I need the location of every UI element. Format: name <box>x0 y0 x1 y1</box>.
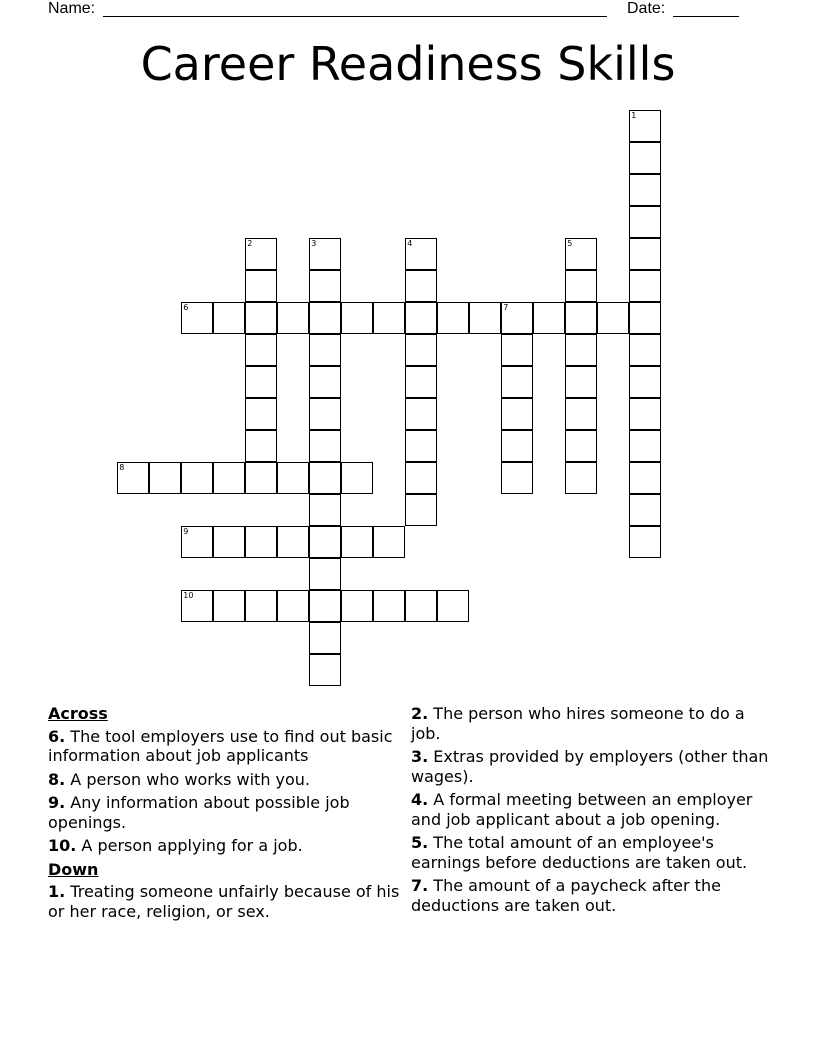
clues-column-right <box>411 704 776 919</box>
grid-cell[interactable] <box>309 654 341 686</box>
grid-cell[interactable] <box>629 206 661 238</box>
grid-cell[interactable] <box>309 590 341 622</box>
grid-cell[interactable] <box>245 302 277 334</box>
clue-item-text: Treating someone unfairly because of his or her race, religion, or sex. <box>48 882 400 921</box>
grid-cell[interactable] <box>213 526 245 558</box>
clue-number: 3 <box>311 239 317 249</box>
grid-cell[interactable] <box>213 590 245 622</box>
clue-number: 9 <box>183 527 189 537</box>
grid-cell[interactable] <box>437 590 469 622</box>
grid-cell[interactable] <box>245 366 277 398</box>
clue-item-text: A person who works with you. <box>65 769 311 789</box>
clue-item-text: The tool employers use to find out basic information about job applicants <box>48 726 393 765</box>
grid-cell[interactable] <box>565 270 597 302</box>
grid-cell[interactable] <box>629 494 661 526</box>
grid-cell[interactable] <box>565 366 597 398</box>
grid-cell[interactable] <box>565 398 597 430</box>
grid-cell[interactable] <box>309 366 341 398</box>
grid-cell[interactable] <box>405 462 437 494</box>
grid-cell[interactable] <box>405 238 437 270</box>
clue-item <box>411 876 776 915</box>
grid-cell[interactable] <box>309 526 341 558</box>
grid-cell[interactable] <box>405 398 437 430</box>
clue-number: 7 <box>503 303 509 313</box>
grid-cell[interactable] <box>245 590 277 622</box>
grid-cell[interactable] <box>405 334 437 366</box>
across-clue-list <box>48 727 403 856</box>
grid-cell[interactable] <box>309 462 341 494</box>
clue-number: 8 <box>119 463 125 473</box>
clue-item-text: The total amount of an employee's earnings before deductions are taken out. <box>411 833 748 872</box>
grid-cell[interactable] <box>501 366 533 398</box>
grid-cell[interactable] <box>373 526 405 558</box>
down-clue-list-continued <box>411 704 776 915</box>
grid-cell[interactable] <box>309 302 341 334</box>
grid-cell[interactable] <box>181 526 213 558</box>
clue-item-number: 4. <box>411 790 429 809</box>
grid-cell[interactable] <box>469 302 501 334</box>
clue-item-text: A person applying for a job. <box>76 836 303 855</box>
clue-number: 4 <box>407 239 413 249</box>
name-label: Name: <box>48 0 96 17</box>
grid-cell[interactable] <box>213 302 245 334</box>
grid-cell[interactable] <box>597 302 629 334</box>
clue-number: 2 <box>247 239 253 249</box>
grid-cell[interactable] <box>277 302 309 334</box>
grid-cell[interactable] <box>117 462 149 494</box>
grid-cell[interactable] <box>149 462 181 494</box>
grid-cell[interactable] <box>405 430 437 462</box>
clues-column-left <box>48 704 403 925</box>
grid-cell[interactable] <box>245 430 277 462</box>
grid-cell[interactable] <box>629 238 661 270</box>
grid-cell[interactable] <box>629 366 661 398</box>
grid-cell[interactable] <box>309 398 341 430</box>
grid-cell[interactable] <box>629 334 661 366</box>
grid-cell[interactable] <box>277 590 309 622</box>
clue-number: 5 <box>567 239 573 249</box>
grid-cell[interactable] <box>405 590 437 622</box>
grid-cell[interactable] <box>629 398 661 430</box>
grid-cell[interactable] <box>501 398 533 430</box>
grid-cell[interactable] <box>309 334 341 366</box>
grid-cell[interactable] <box>277 526 309 558</box>
across-heading: Across <box>48 704 108 723</box>
clue-item <box>48 727 403 766</box>
clue-item <box>411 790 776 829</box>
grid-cell[interactable] <box>405 366 437 398</box>
grid-cell[interactable] <box>309 238 341 270</box>
grid-cell[interactable] <box>181 590 213 622</box>
grid-cell[interactable] <box>405 302 437 334</box>
grid-cell[interactable] <box>437 302 469 334</box>
clue-item <box>48 882 403 921</box>
grid-cell[interactable] <box>629 430 661 462</box>
grid-cell[interactable] <box>565 334 597 366</box>
grid-cell[interactable] <box>309 430 341 462</box>
grid-cell[interactable] <box>629 142 661 174</box>
grid-cell[interactable] <box>181 302 213 334</box>
grid-cell[interactable] <box>213 462 245 494</box>
clue-item-number: 1. <box>48 882 66 901</box>
grid-cell[interactable] <box>629 174 661 206</box>
page-title: Career Readiness Skills <box>140 37 676 91</box>
grid-cell[interactable] <box>245 238 277 270</box>
grid-cell[interactable] <box>341 590 373 622</box>
clue-item-number: 8. <box>48 769 66 789</box>
clue-item-number: 7. <box>411 876 429 895</box>
clue-item-number: 3. <box>411 747 429 766</box>
grid-cell[interactable] <box>565 462 597 494</box>
clue-item <box>411 747 776 786</box>
grid-cell[interactable] <box>341 462 373 494</box>
grid-cell[interactable] <box>533 302 565 334</box>
date-label: Date: <box>627 0 666 17</box>
clue-item <box>411 833 776 872</box>
clue-number: 10 <box>183 591 194 601</box>
clue-item <box>48 770 403 790</box>
grid-cell[interactable] <box>501 462 533 494</box>
clue-item-text: Any information about possible job openings. <box>48 793 350 832</box>
clue-number: 6 <box>183 303 189 313</box>
grid-cell[interactable] <box>373 302 405 334</box>
grid-cell[interactable] <box>245 334 277 366</box>
grid-cell[interactable] <box>277 462 309 494</box>
grid-cell[interactable] <box>629 526 661 558</box>
grid-cell[interactable] <box>245 462 277 494</box>
grid-cell[interactable] <box>309 494 341 526</box>
grid-cell[interactable] <box>181 462 213 494</box>
clue-item-number: 10. <box>48 836 77 855</box>
grid-cell[interactable] <box>501 302 533 334</box>
grid-cell[interactable] <box>629 270 661 302</box>
grid-cell[interactable] <box>309 270 341 302</box>
down-clue-list <box>48 882 403 921</box>
grid-cell[interactable] <box>373 590 405 622</box>
clue-item-number: 6. <box>48 726 66 746</box>
clue-item <box>411 704 776 743</box>
clue-item-text: The person who hires someone to do a job. <box>411 704 745 743</box>
clue-item <box>48 793 403 832</box>
grid-cell[interactable] <box>629 462 661 494</box>
clue-item-number: 9. <box>48 793 66 812</box>
down-heading: Down <box>48 859 99 879</box>
grid-cell[interactable] <box>245 526 277 558</box>
grid-cell[interactable] <box>629 110 661 142</box>
grid-cell[interactable] <box>501 430 533 462</box>
grid-cell[interactable] <box>341 302 373 334</box>
grid-cell[interactable] <box>309 558 341 590</box>
grid-cell[interactable] <box>405 270 437 302</box>
grid-cell[interactable] <box>341 526 373 558</box>
grid-cell[interactable] <box>245 270 277 302</box>
grid-cell[interactable] <box>565 302 597 334</box>
clue-item-number: 2. <box>411 704 429 723</box>
clue-item-number: 5. <box>411 833 429 852</box>
clue-item-text: Extras provided by employers (other than wages). <box>411 747 769 786</box>
grid-cell[interactable] <box>565 238 597 270</box>
clue-item-text: The amount of a paycheck after the deductions are taken out. <box>411 876 721 915</box>
clue-number: 1 <box>631 111 637 121</box>
grid-cell[interactable] <box>245 398 277 430</box>
grid-cell[interactable] <box>309 622 341 654</box>
clue-item <box>48 836 403 856</box>
grid-cell[interactable] <box>405 494 437 526</box>
grid-cell[interactable] <box>501 334 533 366</box>
clue-item-text: A formal meeting between an employer and job applicant about a job opening. <box>411 790 753 829</box>
grid-cell[interactable] <box>629 302 661 334</box>
grid-cell[interactable] <box>565 430 597 462</box>
